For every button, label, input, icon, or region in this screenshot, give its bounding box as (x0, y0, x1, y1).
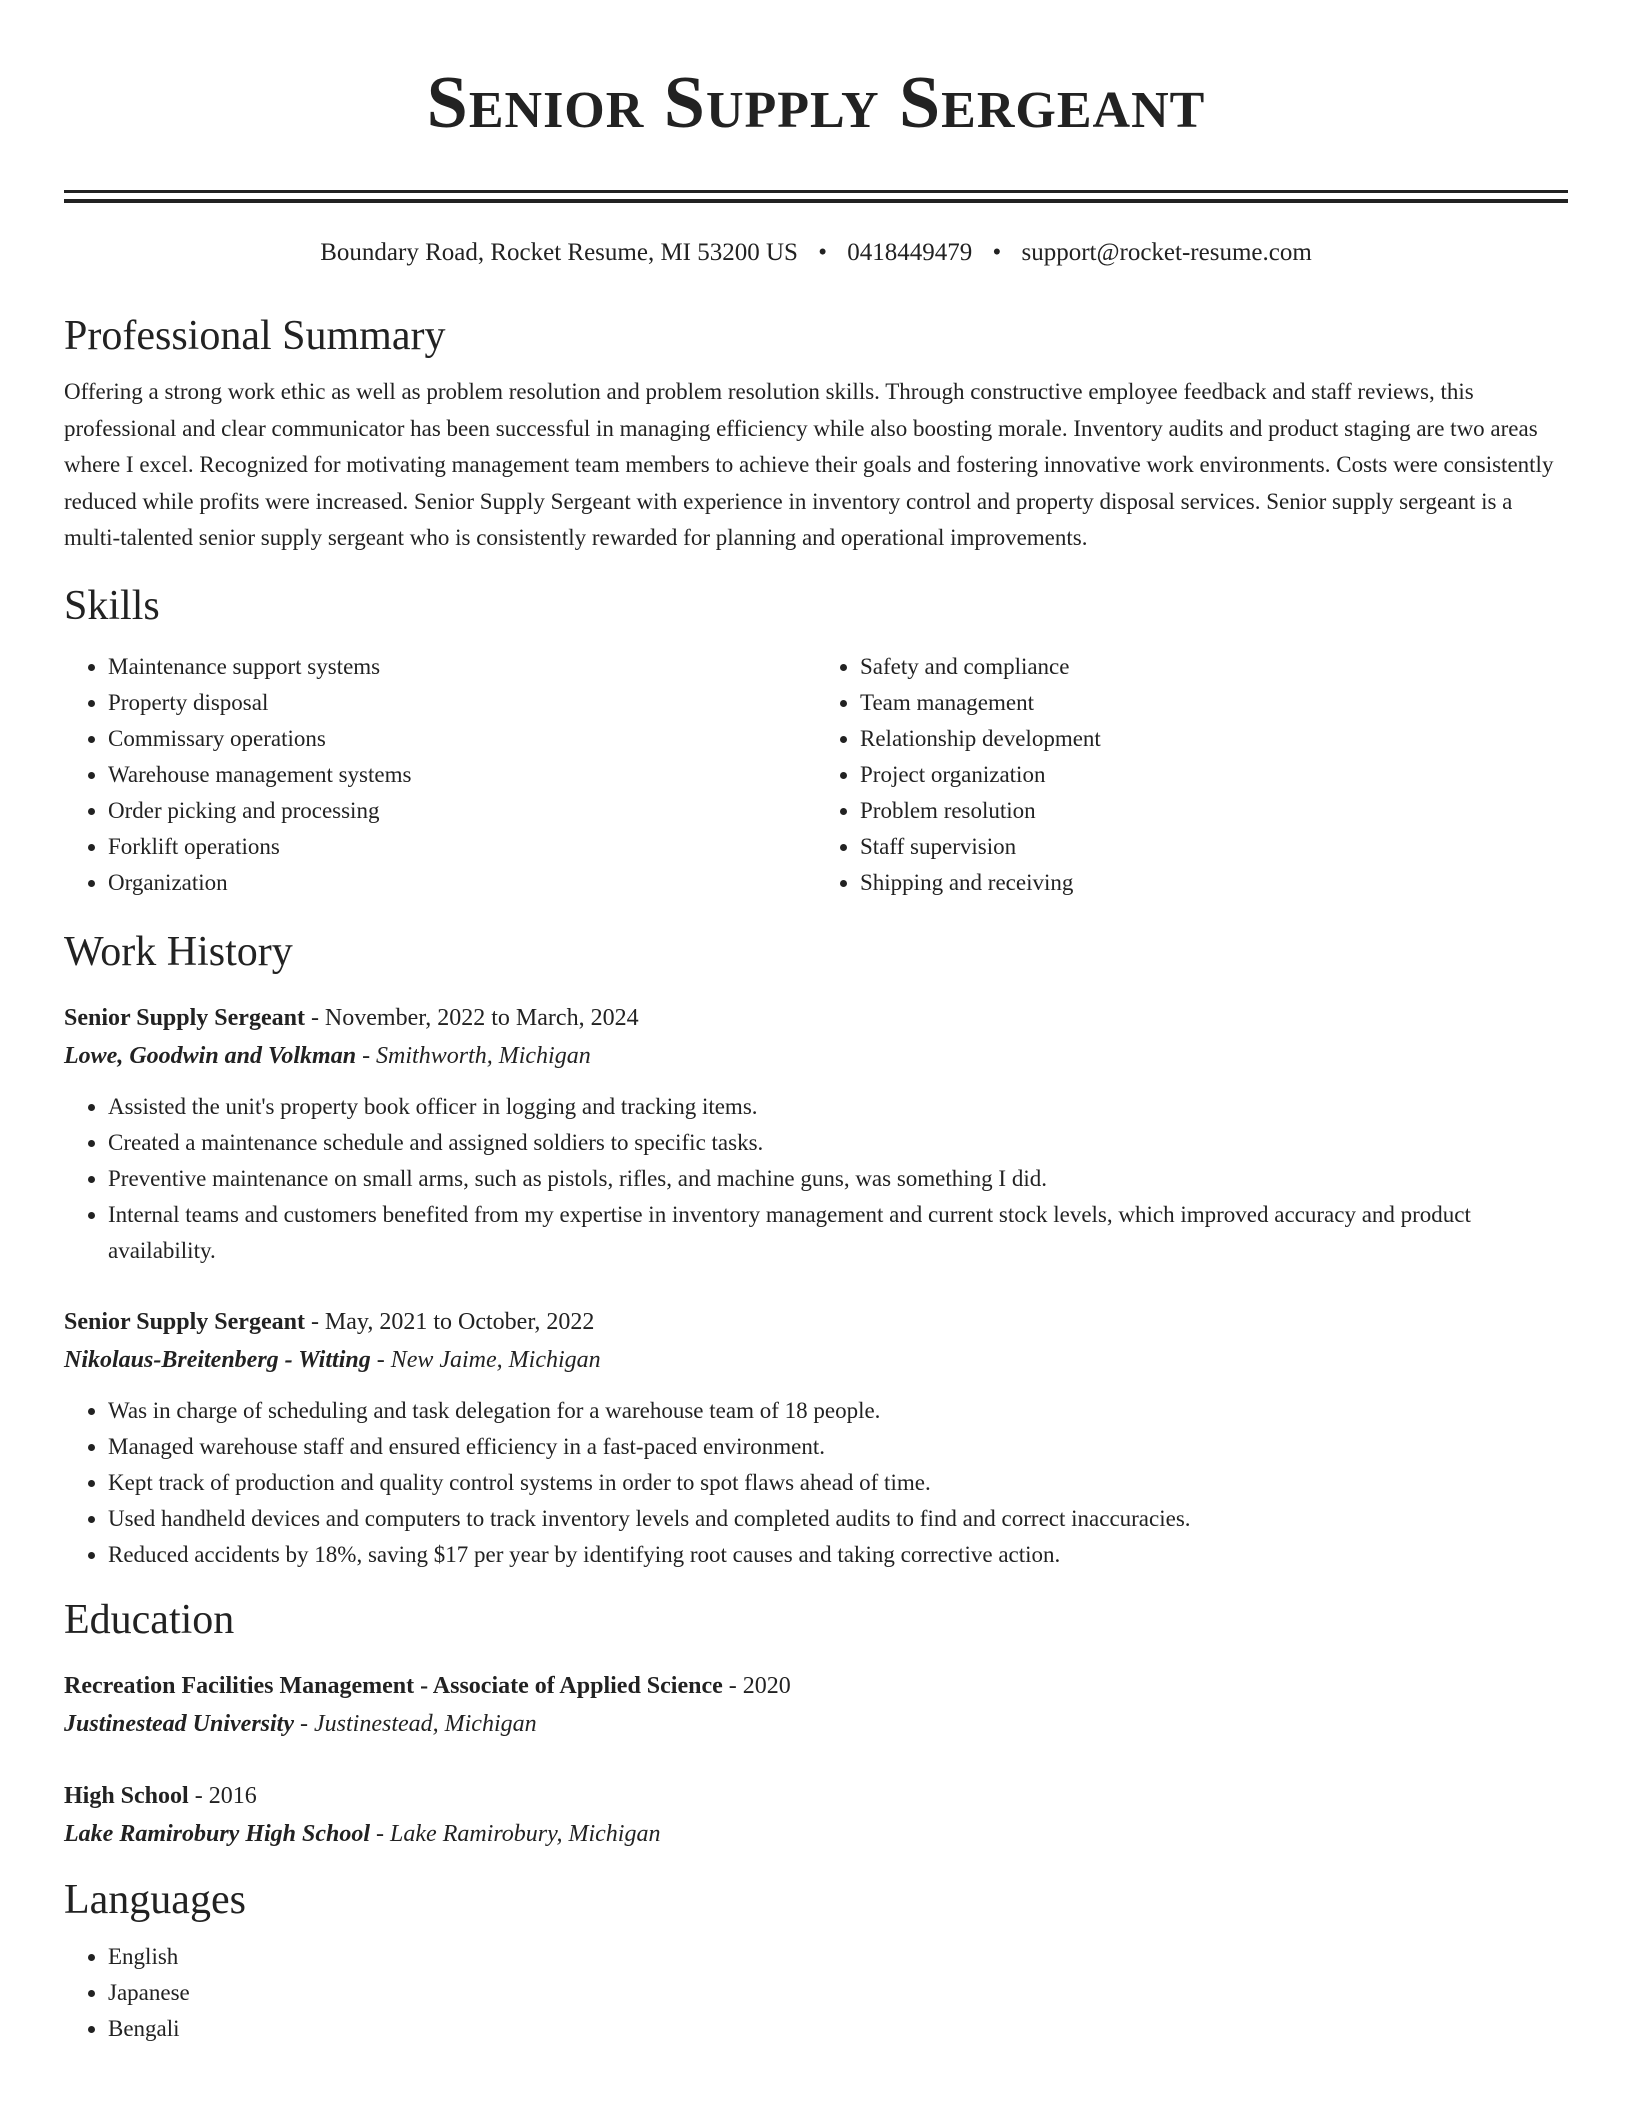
skill-item: • Property disposal (108, 685, 816, 721)
education-degree: High School (64, 1782, 189, 1809)
job-bullet: • Created a maintenance schedule and assigned soldiers to specific tasks. (108, 1125, 1568, 1161)
job-bullet: • Preventive maintenance on small arms, such as pistols, rifles, and machine guns, was something I did. (108, 1161, 1568, 1197)
job-bullet: • Assisted the unit's property book officer in logging and tracking items. (108, 1089, 1568, 1125)
skill-item: • Forklift operations (108, 829, 816, 865)
education-school-line (64, 1705, 1568, 1743)
header-rule-top (64, 190, 1568, 193)
skill-item: • Organization (108, 865, 816, 901)
work-history-heading: Work History (64, 928, 293, 975)
skill-item: • Project organization (860, 757, 1568, 793)
skill-item: • Shipping and receiving (860, 865, 1568, 901)
job-location: - Smithworth, Michigan (356, 1042, 591, 1069)
education-entry (64, 1667, 1568, 1743)
education-year: - 2020 (722, 1672, 791, 1699)
candidate-name: Senior Supply Sergeant (426, 62, 1206, 144)
education-school-line (64, 1815, 1568, 1853)
job-bullet: • Used handheld devices and computers to track inventory levels and completed audits to find and correct inaccuracies. (108, 1501, 1568, 1537)
job-bullet: • Managed warehouse staff and ensured efficiency in a fast-paced environment. (108, 1429, 1568, 1465)
header-rule-bottom (64, 199, 1568, 203)
skill-item: • Team management (860, 685, 1568, 721)
skill-item: • Order picking and processing (108, 793, 816, 829)
skills-columns (64, 649, 1568, 901)
summary-heading: Professional Summary (64, 313, 446, 359)
skill-item: • Problem resolution (860, 793, 1568, 829)
contact-separator: • (818, 239, 827, 266)
education-degree-line (64, 1667, 1568, 1705)
skill-item: • Staff supervision (860, 829, 1568, 865)
contact-address: Boundary Road, Rocket Resume, MI 53200 US (320, 239, 798, 266)
job-title-line (64, 1303, 1568, 1341)
contact-phone: 0418449479 (847, 239, 973, 266)
skill-item: • Maintenance support systems (108, 649, 816, 685)
job-employer-line (64, 1341, 1568, 1379)
languages-heading: Languages (64, 1876, 246, 1923)
education-degree-line (64, 1777, 1568, 1815)
skills-heading: Skills (64, 582, 160, 629)
education-year: - 2016 (188, 1782, 257, 1809)
education-school: Lake Ramirobury High School (64, 1820, 371, 1847)
summary-text: Offering a strong work ethic as well as problem resolution and problem resolution skills. Through constructive employee feedback and staff reviews, this professional and clear communicator has been successful in managing efficiency while also boosting morale. Inventory audits and product staging are two areas where I excel. Recognized for motivating management team members to achieve their goals and fostering innovative work environments. Costs were consistently reduced while profits were increased. Senior Supply Sergeant with experience in inventory control and property disposal services. Senior supply sergeant is a multi-talented senior supply sergeant who is consistently rewarded for planning and operational improvements. (64, 379, 1554, 550)
skills-right-list (816, 649, 1568, 901)
job-dates: - May, 2021 to October, 2022 (304, 1308, 595, 1335)
language-item: • Japanese (108, 1975, 1568, 2011)
education-heading: Education (64, 1596, 235, 1643)
contact-separator: • (992, 239, 1002, 266)
languages-list (64, 1939, 1568, 2047)
language-item: • English (108, 1939, 1568, 1975)
language-item: • Bengali (108, 2011, 1568, 2047)
contact-email: support@rocket-resume.com (1021, 239, 1312, 266)
skill-item: • Commissary operations (108, 721, 816, 757)
job-bullet: • Was in charge of scheduling and task delegation for a warehouse team of 18 people. (108, 1393, 1568, 1429)
job-entry (64, 1303, 1568, 1573)
skill-item: • Warehouse management systems (108, 757, 816, 793)
job-employer-line (64, 1037, 1568, 1075)
education-entry (64, 1777, 1568, 1853)
education-degree: Recreation Facilities Management - Associate of Applied Science (64, 1672, 723, 1699)
skill-item: • Safety and compliance (860, 649, 1568, 685)
education-location: - Lake Ramirobury, Michigan (370, 1820, 661, 1847)
contact-line (64, 237, 1568, 269)
education-school: Justinestead University (64, 1710, 295, 1737)
education-location: - Justinestead, Michigan (294, 1710, 537, 1737)
job-title-line (64, 999, 1568, 1037)
skill-item: • Relationship development (860, 721, 1568, 757)
job-bullet: • Internal teams and customers benefited from my expertise in inventory management and current stock levels, which improved accuracy and product availability. (108, 1197, 1568, 1269)
job-dates: - November, 2022 to March, 2024 (304, 1004, 639, 1031)
job-bullet: • Reduced accidents by 18%, saving $17 per year by identifying root causes and taking corrective action. (108, 1537, 1568, 1573)
job-employer: Lowe, Goodwin and Volkman (64, 1042, 357, 1069)
job-role: Senior Supply Sergeant (64, 1308, 305, 1335)
job-role: Senior Supply Sergeant (64, 1004, 305, 1031)
job-bullet: • Kept track of production and quality control systems in order to spot flaws ahead of time. (108, 1465, 1568, 1501)
job-bullets (64, 1393, 1568, 1573)
job-employer: Nikolaus-Breitenberg - Witting (64, 1346, 371, 1373)
skills-left-list (64, 649, 816, 901)
job-location: - New Jaime, Michigan (370, 1346, 601, 1373)
job-entry (64, 999, 1568, 1269)
job-bullets (64, 1089, 1568, 1269)
